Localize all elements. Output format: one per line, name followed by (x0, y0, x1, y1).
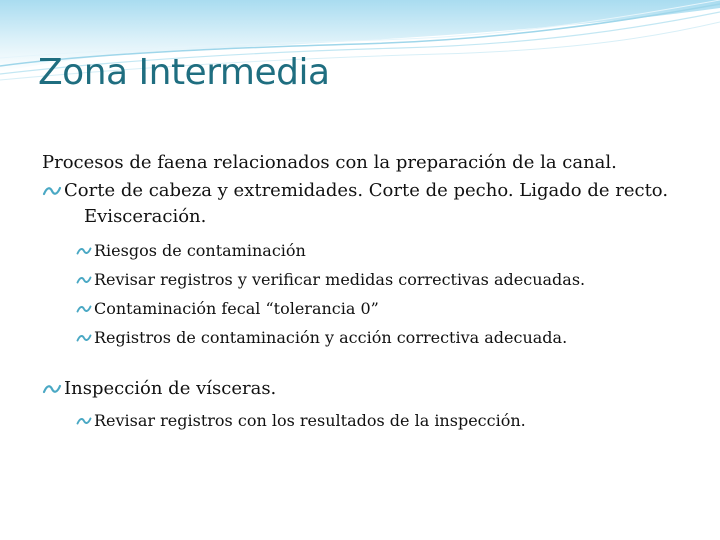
list-item-text: Contaminación fecal “tolerancia 0” (94, 299, 379, 318)
section-heading-text: Inspección de vísceras. (64, 378, 277, 399)
section-heading-text: Corte de cabeza y extremidades. Corte de pecho. Ligado de recto. Evisceración. (64, 180, 669, 227)
slide-content (42, 150, 702, 435)
list-item-text: Revisar registros y verificar medidas correctivas adecuadas. (94, 270, 586, 289)
section-heading (42, 376, 702, 402)
spacer (42, 352, 702, 376)
wave-bullet-icon (42, 178, 62, 204)
wave-bullet-icon (76, 265, 92, 294)
wave-bullet-icon (76, 323, 92, 352)
wave-bullet-icon (76, 294, 92, 323)
list-item-text: Registros de contaminación y acción correctiva adecuada. (94, 328, 568, 347)
wave-bullet-icon (42, 376, 62, 402)
section-heading (42, 178, 702, 230)
list-item (42, 236, 702, 265)
list-item (42, 406, 702, 435)
list-item (42, 323, 702, 352)
list-item (42, 294, 702, 323)
wave-bullet-icon (76, 406, 92, 435)
list-item-text: Riesgos de contaminación (94, 241, 306, 260)
list-item-text: Revisar registros con los resultados de la inspección. (94, 411, 526, 430)
intro-text: Procesos de faena relacionados con la preparación de la canal. (42, 152, 617, 173)
slide-title: Zona Intermedia (38, 52, 330, 93)
list-item (42, 265, 702, 294)
wave-bullet-icon (76, 236, 92, 265)
